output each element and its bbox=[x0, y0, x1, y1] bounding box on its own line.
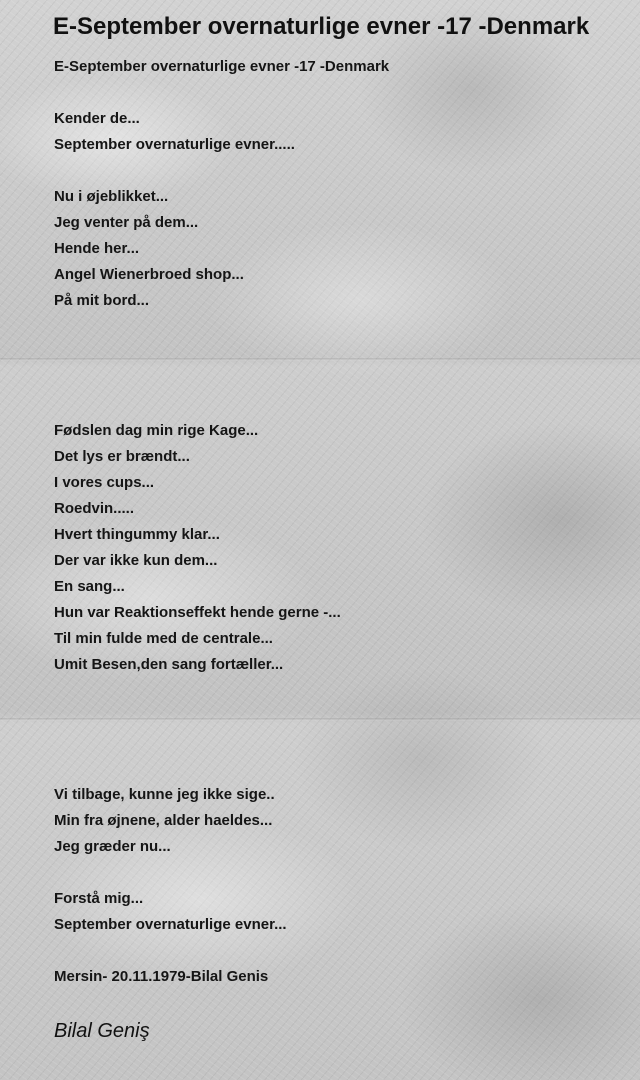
poem-line: En sang... bbox=[54, 578, 125, 595]
poem-blank-line bbox=[54, 730, 614, 756]
poem-line: Jeg græder nu... bbox=[54, 838, 171, 855]
poem-blank-line bbox=[54, 704, 614, 730]
poem-line: I vores cups... bbox=[54, 474, 155, 491]
poem-line: Umit Besen,den sang fortæller... bbox=[54, 656, 284, 673]
poem-line: Hvert thingummy klar... bbox=[54, 526, 220, 543]
poem-blank-line bbox=[54, 158, 614, 184]
poem-line: Forstå mig... bbox=[54, 890, 144, 907]
poem-blank-line bbox=[54, 860, 614, 886]
poem-title: E-September overnaturlige evner -17 -Denmark bbox=[53, 13, 590, 40]
poem-line: Fødslen dag min rige Kage... bbox=[54, 422, 259, 439]
poem-line: Hende her... bbox=[54, 240, 140, 257]
poem-line: September overnaturlige evner... bbox=[54, 916, 287, 933]
poem-line: Roedvin..... bbox=[54, 500, 135, 517]
poem-line: Jeg venter på dem... bbox=[54, 214, 199, 231]
poem-line: Det lys er brændt... bbox=[54, 448, 190, 465]
poem-blank-line bbox=[54, 314, 614, 340]
poem-line: Min fra øjnene, alder haeldes... bbox=[54, 812, 273, 829]
poem-blank-line bbox=[54, 938, 614, 964]
poem-blank-line bbox=[54, 340, 614, 366]
poem-author: Bilal Geniş bbox=[54, 1020, 150, 1042]
poem-line: Nu i øjeblikket... bbox=[54, 188, 169, 205]
poem-line: Der var ikke kun dem... bbox=[54, 552, 218, 569]
poem-blank-line bbox=[54, 80, 614, 106]
poem-line: Vi tilbage, kunne jeg ikke sige.. bbox=[54, 786, 275, 803]
poem-blank-line bbox=[54, 366, 614, 392]
poem-blank-line bbox=[54, 756, 614, 782]
poem-blank-line bbox=[54, 392, 614, 418]
poem-blank-line bbox=[54, 678, 614, 704]
poem-line: Angel Wienerbroed shop... bbox=[54, 266, 244, 283]
poem-line: September overnaturlige evner..... bbox=[54, 136, 295, 153]
poem-line: Til min fulde med de centrale... bbox=[54, 630, 273, 647]
poem-subtitle: E-September overnaturlige evner -17 -Denmark bbox=[54, 58, 390, 75]
poem-line: På mit bord... bbox=[54, 292, 150, 309]
poem-line: Hun var Reaktionseffekt hende gerne -... bbox=[54, 604, 341, 621]
poem-body bbox=[54, 54, 614, 990]
poem-line: Mersin- 20.11.1979-Bilal Genis bbox=[54, 968, 269, 985]
poem-line: Kender de... bbox=[54, 110, 140, 127]
